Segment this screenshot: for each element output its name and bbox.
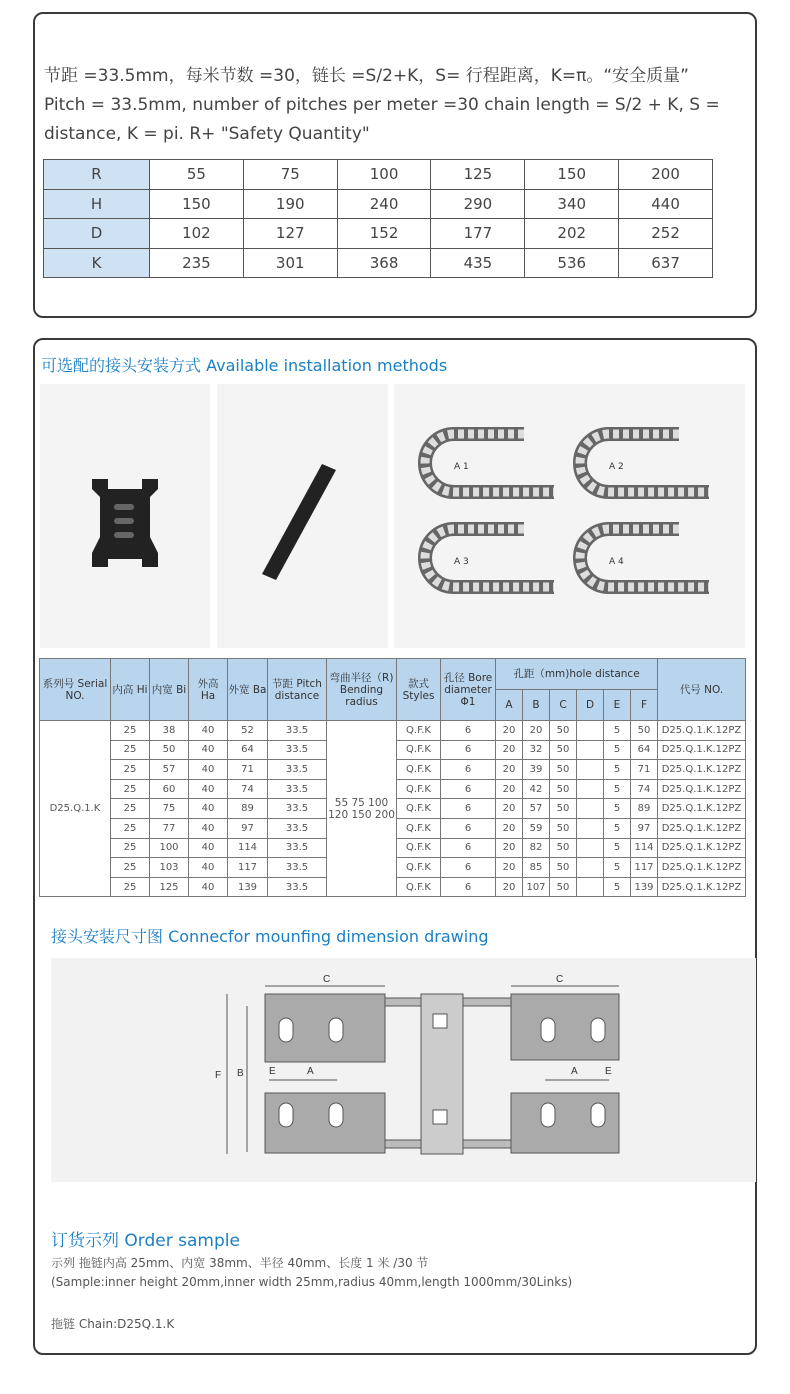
table-cell: 40 — [189, 740, 228, 760]
table-cell: Q.F.K — [397, 760, 441, 780]
order-title: 订货示列 Order sample — [51, 1231, 240, 1251]
spec-cell: 177 — [431, 219, 525, 249]
th-sub: D — [577, 690, 604, 721]
table-cell: Q.F.K — [397, 858, 441, 878]
table-cell: 5 — [604, 838, 631, 858]
table-cell: 64 — [631, 740, 658, 760]
label-e-right: E — [605, 1066, 612, 1077]
spec-row — [44, 189, 713, 219]
table-cell — [577, 799, 604, 819]
spec-cell: 368 — [337, 248, 431, 278]
table-cell: 50 — [550, 760, 577, 780]
spec-cell: 150 — [150, 189, 244, 219]
label-c: C — [323, 974, 331, 985]
th-sub: F — [631, 690, 658, 721]
table-cell: 6 — [441, 721, 496, 741]
table-cell — [577, 760, 604, 780]
table-cell: 52 — [228, 721, 268, 741]
table-cell: 33.5 — [268, 877, 327, 897]
spec-label: H — [44, 189, 150, 219]
table-cell: 5 — [604, 760, 631, 780]
table-cell — [577, 877, 604, 897]
spec-label: R — [44, 160, 150, 190]
table-cell: 6 — [441, 740, 496, 760]
chain-label: A 3 — [454, 557, 469, 567]
table-cell: 25 — [111, 799, 150, 819]
spec-en: Pitch = 33.5mm, number of pitches per meter =30 chain length = S/2 + K, S = distance, K = pi. R+ "Safety Quantity" — [44, 95, 720, 144]
label-a: A — [307, 1066, 314, 1077]
chain-label: A 1 — [454, 462, 469, 472]
table-cell: Q.F.K — [397, 779, 441, 799]
table-cell: D25.Q.1.K.12PZ — [658, 838, 746, 858]
table-cell: 50 — [550, 779, 577, 799]
table-cell: 42 — [523, 779, 550, 799]
table-cell: 59 — [523, 818, 550, 838]
table-cell: 89 — [631, 799, 658, 819]
install-title: 可选配的接头安装方式 Available installation methods — [41, 356, 448, 375]
table-cell: D25.Q.1.K.12PZ — [658, 799, 746, 819]
table-cell: 77 — [150, 818, 189, 838]
table-cell: 6 — [441, 858, 496, 878]
table-cell — [577, 818, 604, 838]
spec-cell: 235 — [150, 248, 244, 278]
table-cell: 97 — [631, 818, 658, 838]
spec-cell: 150 — [525, 160, 619, 190]
chain-label: A 4 — [609, 557, 624, 567]
table-cell: 50 — [550, 721, 577, 741]
table-cell: D25.Q.1.K.12PZ — [658, 779, 746, 799]
table-cell: 50 — [150, 740, 189, 760]
th-sub: C — [550, 690, 577, 721]
spec-cell: 637 — [619, 248, 713, 278]
th-bi: 内宽 Bi — [150, 659, 189, 721]
table-cell: 20 — [496, 760, 523, 780]
table-cell: 60 — [150, 779, 189, 799]
order-line-en: (Sample:inner height 20mm,inner width 25mm,radius 40mm,length 1000mm/30Links) — [51, 1275, 573, 1289]
order-line-cn: 示列 拖链内高 25mm、内宽 38mm、半径 40mm、长度 1 米 /30 节 — [51, 1256, 429, 1270]
th-radius: 弯曲半径（R) Bending radius — [327, 659, 397, 721]
table-cell: 50 — [631, 721, 658, 741]
spec-cn: 节距 =33.5mm，每米节数 =30，链长 =S/2+K，S= 行程距离，K=π。“安全质量” — [44, 66, 689, 86]
th-sub: A — [496, 690, 523, 721]
th-sub: E — [604, 690, 631, 721]
spec-row — [44, 160, 713, 190]
table-cell: 25 — [111, 838, 150, 858]
spec-cell: 190 — [243, 189, 337, 219]
table-cell: 6 — [441, 760, 496, 780]
table-cell: 20 — [523, 721, 550, 741]
spec-cell: 290 — [431, 189, 525, 219]
table-cell: 40 — [189, 818, 228, 838]
table-cell: 57 — [523, 799, 550, 819]
table-cell: 20 — [496, 877, 523, 897]
label-b: B — [237, 1068, 244, 1079]
spec-table — [43, 159, 713, 278]
th-no: 代号 NO. — [658, 659, 746, 721]
table-cell: 5 — [604, 818, 631, 838]
spec-cell: 200 — [619, 160, 713, 190]
table-cell — [577, 779, 604, 799]
table-cell: 74 — [228, 779, 268, 799]
table-cell: D25.Q.1.K.12PZ — [658, 858, 746, 878]
table-cell: 20 — [496, 799, 523, 819]
table-cell: 25 — [111, 858, 150, 878]
table-cell: 40 — [189, 799, 228, 819]
table-cell: 85 — [523, 858, 550, 878]
table-cell — [577, 838, 604, 858]
table-cell: 82 — [523, 838, 550, 858]
table-cell: 40 — [189, 721, 228, 741]
table-cell: 6 — [441, 779, 496, 799]
table-cell: D25.Q.1.K.12PZ — [658, 740, 746, 760]
spec-cell: 152 — [337, 219, 431, 249]
table-cell: 33.5 — [268, 740, 327, 760]
table-cell: 25 — [111, 760, 150, 780]
th-sub: B — [523, 690, 550, 721]
spec-card — [33, 12, 757, 318]
table-cell: 33.5 — [268, 721, 327, 741]
table-cell: 6 — [441, 818, 496, 838]
table-cell: 25 — [111, 877, 150, 897]
table-cell: 20 — [496, 838, 523, 858]
table-cell: 50 — [550, 838, 577, 858]
th-styles: 款式 Styles — [397, 659, 441, 721]
table-cell: 32 — [523, 740, 550, 760]
table-cell: 6 — [441, 799, 496, 819]
table-cell: 5 — [604, 877, 631, 897]
table-cell: 50 — [550, 740, 577, 760]
th-ba: 外宽 Ba — [228, 659, 268, 721]
spec-cell: 100 — [337, 160, 431, 190]
table-cell: 38 — [150, 721, 189, 741]
th-serial: 系列号 Serial NO. — [40, 659, 111, 721]
table-cell: 33.5 — [268, 818, 327, 838]
th-pitch: 节距 Pitch distance — [268, 659, 327, 721]
table-cell: 25 — [111, 818, 150, 838]
spec-cell: 301 — [243, 248, 337, 278]
spec-cell: 536 — [525, 248, 619, 278]
table-cell: 71 — [228, 760, 268, 780]
spec-label: D — [44, 219, 150, 249]
table-cell: 5 — [604, 721, 631, 741]
spec-cell: 202 — [525, 219, 619, 249]
strip-image — [217, 384, 388, 648]
table-cell: 117 — [228, 858, 268, 878]
product-card — [33, 338, 757, 1355]
table-cell: D25.Q.1.K.12PZ — [658, 818, 746, 838]
table-cell: 39 — [523, 760, 550, 780]
table-cell: 40 — [189, 858, 228, 878]
label-f: F — [215, 1070, 222, 1081]
table-cell: 75 — [150, 799, 189, 819]
table-cell: 107 — [523, 877, 550, 897]
table-cell — [577, 858, 604, 878]
table-cell: Q.F.K — [397, 838, 441, 858]
dimension-drawing — [51, 958, 756, 1182]
table-cell: 40 — [189, 760, 228, 780]
table-cell: 5 — [604, 740, 631, 760]
table-cell: 50 — [550, 799, 577, 819]
table-cell: 20 — [496, 818, 523, 838]
table-cell: 33.5 — [268, 779, 327, 799]
label-c-right: C — [556, 974, 564, 985]
th-hole: 孔距（mm)hole distance — [496, 659, 658, 690]
product-table — [39, 658, 746, 897]
table-cell: 50 — [550, 858, 577, 878]
th-hi: 内高 Hi — [111, 659, 150, 721]
table-cell: D25.Q.1.K.12PZ — [658, 877, 746, 897]
table-cell: 64 — [228, 740, 268, 760]
radius-cell: 55 75 100 120 150 200 — [327, 721, 397, 897]
spec-row — [44, 219, 713, 249]
table-cell: 114 — [228, 838, 268, 858]
table-cell: 100 — [150, 838, 189, 858]
table-row — [40, 721, 746, 741]
table-cell: Q.F.K — [397, 818, 441, 838]
table-cell: 5 — [604, 779, 631, 799]
table-cell: 74 — [631, 779, 658, 799]
spec-cell: 127 — [243, 219, 337, 249]
table-cell: 89 — [228, 799, 268, 819]
spec-cell: 435 — [431, 248, 525, 278]
table-cell: 103 — [150, 858, 189, 878]
spec-cell: 55 — [150, 160, 244, 190]
table-cell: D25.Q.1.K.12PZ — [658, 721, 746, 741]
table-cell: 33.5 — [268, 799, 327, 819]
spec-cell: 125 — [431, 160, 525, 190]
label-e: E — [269, 1066, 276, 1077]
spec-intro — [44, 62, 759, 149]
spec-cell: 340 — [525, 189, 619, 219]
th-bore: 孔径 Bore diameter Φ1 — [441, 659, 496, 721]
spec-label: K — [44, 248, 150, 278]
spec-cell: 102 — [150, 219, 244, 249]
table-cell: 6 — [441, 838, 496, 858]
table-cell: Q.F.K — [397, 799, 441, 819]
table-cell: 20 — [496, 779, 523, 799]
table-cell: 33.5 — [268, 838, 327, 858]
th-ha: 外高 Ha — [189, 659, 228, 721]
label-a-right: A — [571, 1066, 578, 1077]
table-cell: 97 — [228, 818, 268, 838]
spec-row — [44, 248, 713, 278]
table-cell: 20 — [496, 740, 523, 760]
spec-cell: 75 — [243, 160, 337, 190]
table-cell: 125 — [150, 877, 189, 897]
order-chain: 拖链 Chain:D25Q.1.K — [51, 1317, 175, 1331]
table-cell: 25 — [111, 721, 150, 741]
table-cell: 50 — [550, 818, 577, 838]
spec-cell: 440 — [619, 189, 713, 219]
table-cell: 40 — [189, 838, 228, 858]
table-cell — [577, 721, 604, 741]
table-cell: 139 — [631, 877, 658, 897]
table-cell: 50 — [550, 877, 577, 897]
table-cell: Q.F.K — [397, 740, 441, 760]
table-cell: 33.5 — [268, 858, 327, 878]
table-cell: 5 — [604, 799, 631, 819]
table-cell — [577, 740, 604, 760]
table-cell: 40 — [189, 779, 228, 799]
chain-layouts-image — [394, 384, 745, 648]
spec-cell: 240 — [337, 189, 431, 219]
table-cell: D25.Q.1.K.12PZ — [658, 760, 746, 780]
spec-cell: 252 — [619, 219, 713, 249]
table-cell: 20 — [496, 721, 523, 741]
connector-bracket-image — [40, 384, 210, 648]
table-cell: 6 — [441, 877, 496, 897]
chain-label: A 2 — [609, 462, 624, 472]
serial-cell: D25.Q.1.K — [40, 721, 111, 897]
table-cell: 40 — [189, 877, 228, 897]
table-cell: 25 — [111, 779, 150, 799]
table-cell: 20 — [496, 858, 523, 878]
table-cell: 5 — [604, 858, 631, 878]
table-cell: Q.F.K — [397, 877, 441, 897]
table-cell: 117 — [631, 858, 658, 878]
table-cell: 33.5 — [268, 760, 327, 780]
drawing-title: 接头安装尺寸图 Connecfor mounfing dimension drawing — [51, 927, 489, 946]
table-cell: Q.F.K — [397, 721, 441, 741]
table-cell: 25 — [111, 740, 150, 760]
table-cell: 57 — [150, 760, 189, 780]
table-cell: 114 — [631, 838, 658, 858]
table-cell: 71 — [631, 760, 658, 780]
table-cell: 139 — [228, 877, 268, 897]
